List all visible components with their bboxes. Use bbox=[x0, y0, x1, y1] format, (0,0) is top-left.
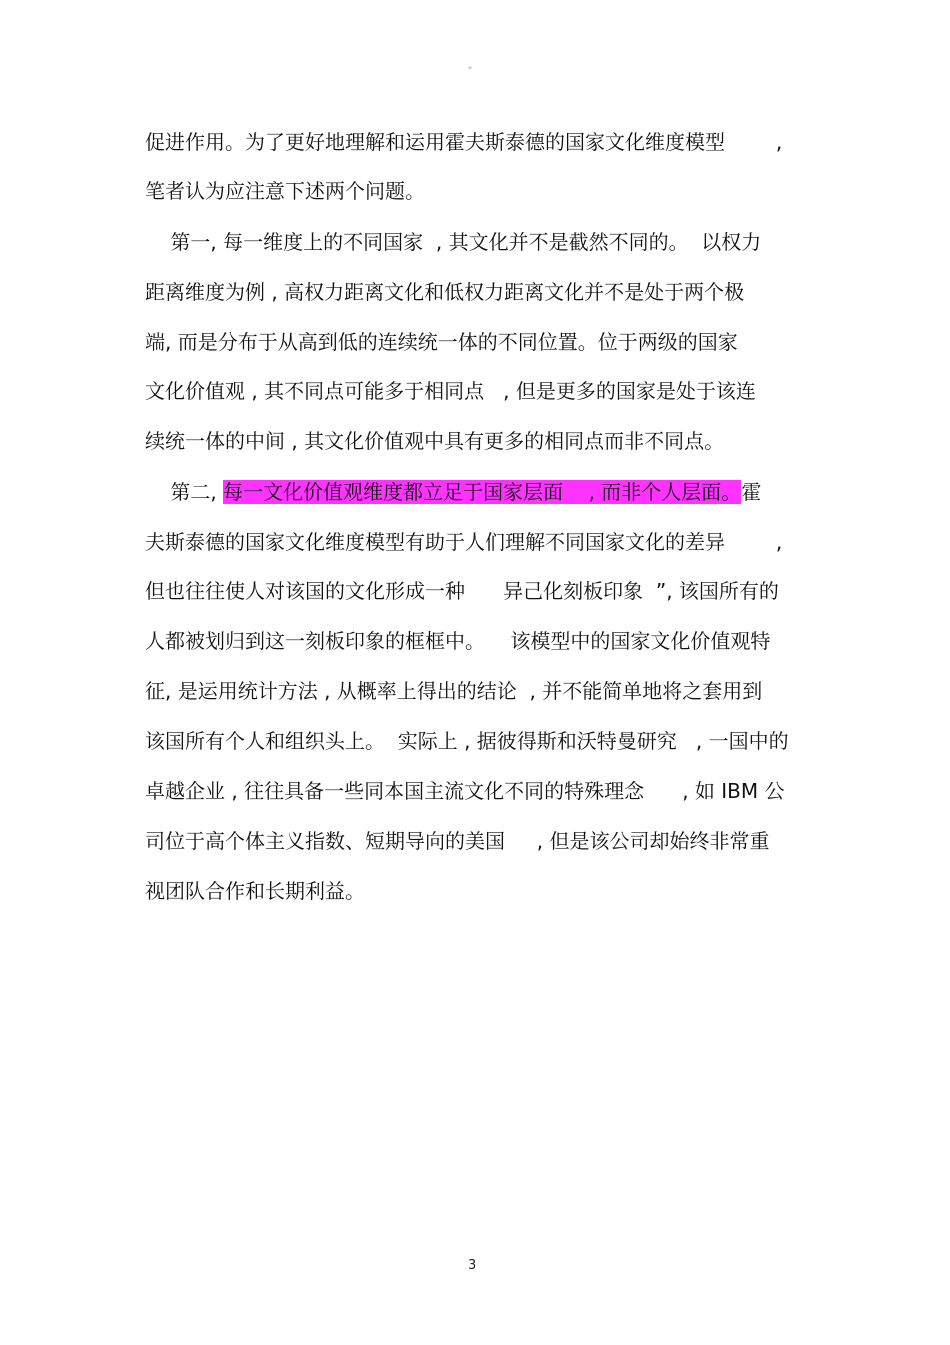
highlighted-text: 每一文化价值观维度都立足于国家层面 , 而非个人层面。 bbox=[223, 480, 742, 504]
text-line: 续统一体的中间 , 其文化价值观中具有更多的相同点而非不同点。 bbox=[145, 429, 725, 453]
text-line: 司位于高个体主义指数、短期导向的美国 , 但是该公司却始终非常重 bbox=[145, 829, 770, 853]
para2-tail: 霍 bbox=[741, 480, 762, 504]
text-line: 人都被划归到这一刻板印象的框框中。 该模型中的国家文化价值观特 bbox=[145, 629, 771, 653]
text-line: 卓越企业 , 往往具备一些同本国主流文化不同的特殊理念 , 如 IBM 公 bbox=[145, 779, 785, 803]
text-line: 征, 是运用统计方法 , 从概率上得出的结论 , 并不能简单地将之套用到 bbox=[145, 679, 763, 703]
header-mark: " bbox=[468, 66, 473, 76]
text-line: 夫斯泰德的国家文化维度模型有助于人们理解不同国家文化的差异 , bbox=[145, 530, 783, 554]
text-line: 促进作用。为了更好地理解和运用霍夫斯泰德的国家文化维度模型 , bbox=[145, 130, 783, 154]
text-line: 该国所有个人和组织头上。 实际上 , 据彼得斯和沃特曼研究 , 一国中的 bbox=[145, 729, 789, 753]
text-line: 视团队合作和长期利益。 bbox=[145, 879, 365, 903]
para2-lead: 第二, bbox=[145, 480, 224, 504]
text-line: 文化价值观 , 其不同点可能多于相同点 , 但是更多的国家是处于该连 bbox=[145, 379, 756, 403]
page-number: 3 bbox=[468, 1258, 477, 1273]
text-line: 第一, 每一维度上的不同国家 , 其文化并不是截然不同的。 以权力 bbox=[145, 230, 762, 254]
text-line: 但也往往使人对该国的文化形成一种 异己化刻板印象 ”, 该国所有的 bbox=[145, 579, 779, 603]
text-line: 端, 而是分布于从高到低的连续统一体的不同位置。位于两级的国家 bbox=[145, 330, 738, 354]
text-line: 笔者认为应注意下述两个问题。 bbox=[145, 179, 425, 203]
text-line: 距离维度为例 , 高权力距离文化和低权力距离文化并不是处于两个极 bbox=[145, 280, 745, 304]
text-line-highlighted bbox=[145, 479, 761, 505]
